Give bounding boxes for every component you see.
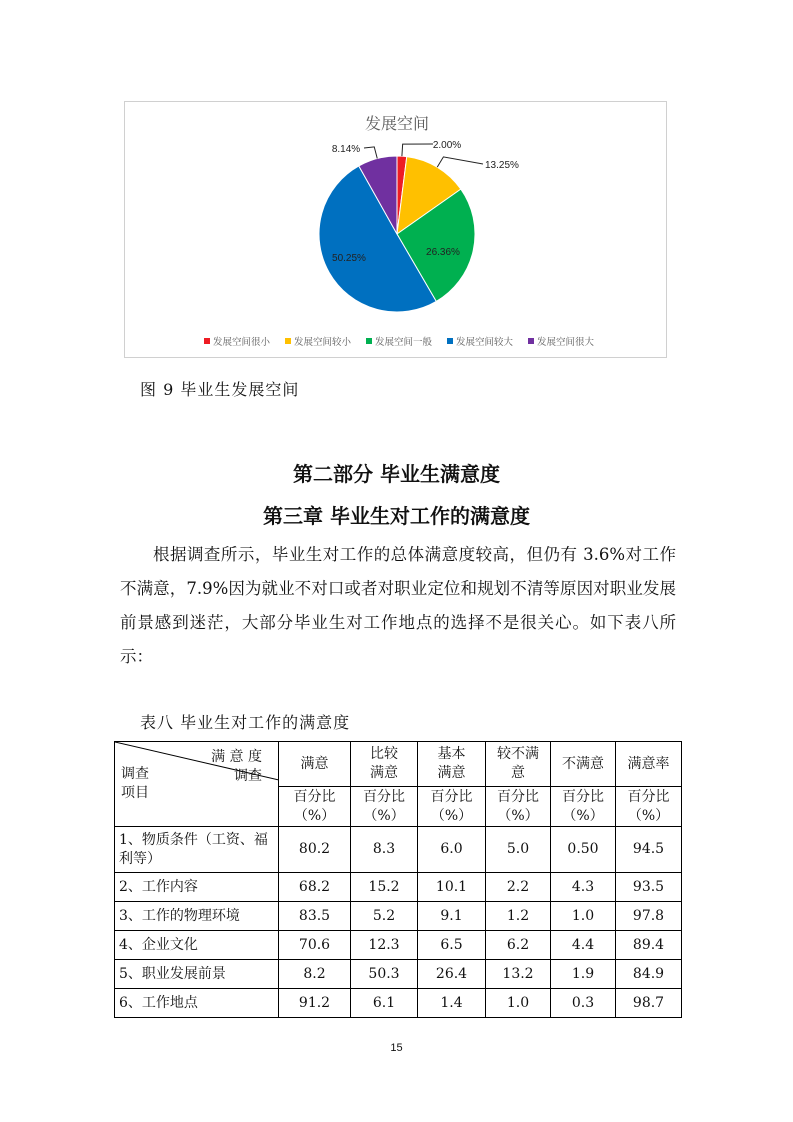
table-row	[115, 989, 682, 1018]
table-cell: 89.4	[616, 931, 682, 960]
table-cell: 6.2	[486, 931, 551, 960]
leader-line	[402, 144, 433, 156]
row-item-label: 3、工作的物理环境	[115, 902, 279, 931]
legend-label: 发展空间很大	[537, 337, 595, 348]
table-cell: 2.2	[486, 873, 551, 902]
data-label: 8.14%	[331, 144, 361, 155]
legend-swatch	[204, 338, 210, 344]
table-cell: 8.3	[351, 827, 418, 873]
unit-cell: 百分比 （%）	[486, 787, 551, 827]
table-cell: 4.4	[551, 931, 616, 960]
unit-cell: 百分比 （%）	[418, 787, 486, 827]
table-cell: 6.5	[418, 931, 486, 960]
table-cell: 93.5	[616, 873, 682, 902]
chart-title: 发展空间	[364, 114, 430, 133]
table-row	[115, 827, 682, 873]
unit-cell: 百分比 （%）	[616, 787, 682, 827]
table-cell: 84.9	[616, 960, 682, 989]
table-cell: 13.2	[486, 960, 551, 989]
column-header: 满意率	[616, 742, 682, 787]
table-cell: 80.2	[279, 827, 351, 873]
unit-cell: 百分比 （%）	[351, 787, 418, 827]
row-item-label: 2、工作内容	[115, 873, 279, 902]
table-cell: 26.4	[418, 960, 486, 989]
page-number: 15	[390, 1042, 403, 1054]
table-cell: 15.2	[351, 873, 418, 902]
table-row	[115, 902, 682, 931]
table-row	[115, 873, 682, 902]
pie-chart-svg	[125, 102, 666, 357]
table-cell: 1.9	[551, 960, 616, 989]
column-header: 较不满 意	[486, 742, 551, 787]
table-cell: 9.1	[418, 902, 486, 931]
row-item-label: 5、职业发展前景	[115, 960, 279, 989]
data-label: 26.36%	[426, 247, 460, 258]
pie-chart	[124, 101, 667, 358]
satisfaction-table	[114, 741, 682, 1018]
table-row	[115, 931, 682, 960]
table-cell: 94.5	[616, 827, 682, 873]
data-label: 50.25%	[332, 253, 366, 264]
table-cell: 0.3	[551, 989, 616, 1018]
legend-label: 发展空间较小	[294, 337, 352, 348]
table-row	[115, 960, 682, 989]
table-cell: 1.4	[418, 989, 486, 1018]
table-cell: 12.3	[351, 931, 418, 960]
corner-top-label: 满 意 度 调查	[211, 749, 262, 784]
table-caption: 表八 毕业生对工作的满意度	[140, 713, 351, 732]
table-cell: 5.2	[351, 902, 418, 931]
figure-caption: 图 9 毕业生发展空间	[140, 380, 300, 399]
leader-line	[364, 147, 377, 159]
table-cell: 6.1	[351, 989, 418, 1018]
row-item-label: 6、工作地点	[115, 989, 279, 1018]
part-title: 第二部分 毕业生满意度	[293, 462, 500, 486]
table-cell: 6.0	[418, 827, 486, 873]
data-label: 13.25%	[485, 160, 519, 171]
column-header: 比较 满意	[351, 742, 418, 787]
table-cell: 1.0	[551, 902, 616, 931]
leader-line	[437, 157, 483, 167]
unit-cell: 百分比 （%）	[551, 787, 616, 827]
table-cell: 98.7	[616, 989, 682, 1018]
table-cell: 0.50	[551, 827, 616, 873]
legend-label: 发展空间很小	[213, 337, 271, 348]
chapter-title: 第三章 毕业生对工作的满意度	[263, 504, 530, 528]
table-cell: 8.2	[279, 960, 351, 989]
table-cell: 50.3	[351, 960, 418, 989]
table-cell: 83.5	[279, 902, 351, 931]
table-cell: 1.2	[486, 902, 551, 931]
legend-label: 发展空间一般	[375, 337, 433, 348]
row-item-label: 4、企业文化	[115, 931, 279, 960]
data-label: 2.00%	[432, 140, 462, 151]
table-cell: 68.2	[279, 873, 351, 902]
column-header: 基本 满意	[418, 742, 486, 787]
body-paragraph: 根据调查所示，毕业生对工作的总体满意度较高，但仍有 3.6%对工作不满意，7.9%因为就业不对口或者对职业定位和规划不清等原因对职业发展前景感到迷茫，大部分毕业生对工作地点的选择不是很关心。如下表八所示：	[120, 545, 676, 666]
table-cell: 10.1	[418, 873, 486, 902]
table-cell: 97.8	[616, 902, 682, 931]
table-cell: 1.0	[486, 989, 551, 1018]
legend-swatch	[285, 338, 291, 344]
row-item-label: 1、物质条件（工资、福利等）	[115, 827, 279, 873]
corner-bottom-label: 调查 项目	[121, 766, 149, 801]
table-cell: 70.6	[279, 931, 351, 960]
table-cell: 91.2	[279, 989, 351, 1018]
table-cell: 4.3	[551, 873, 616, 902]
column-header: 不满意	[551, 742, 616, 787]
legend-swatch	[528, 338, 534, 344]
column-header: 满意	[279, 742, 351, 787]
table-corner-cell	[115, 742, 279, 827]
table-cell: 5.0	[486, 827, 551, 873]
unit-cell: 百分比 （%）	[279, 787, 351, 827]
legend-swatch	[366, 338, 372, 344]
legend-label: 发展空间较大	[456, 337, 514, 348]
table-header-row	[115, 742, 682, 787]
legend-swatch	[447, 338, 453, 344]
